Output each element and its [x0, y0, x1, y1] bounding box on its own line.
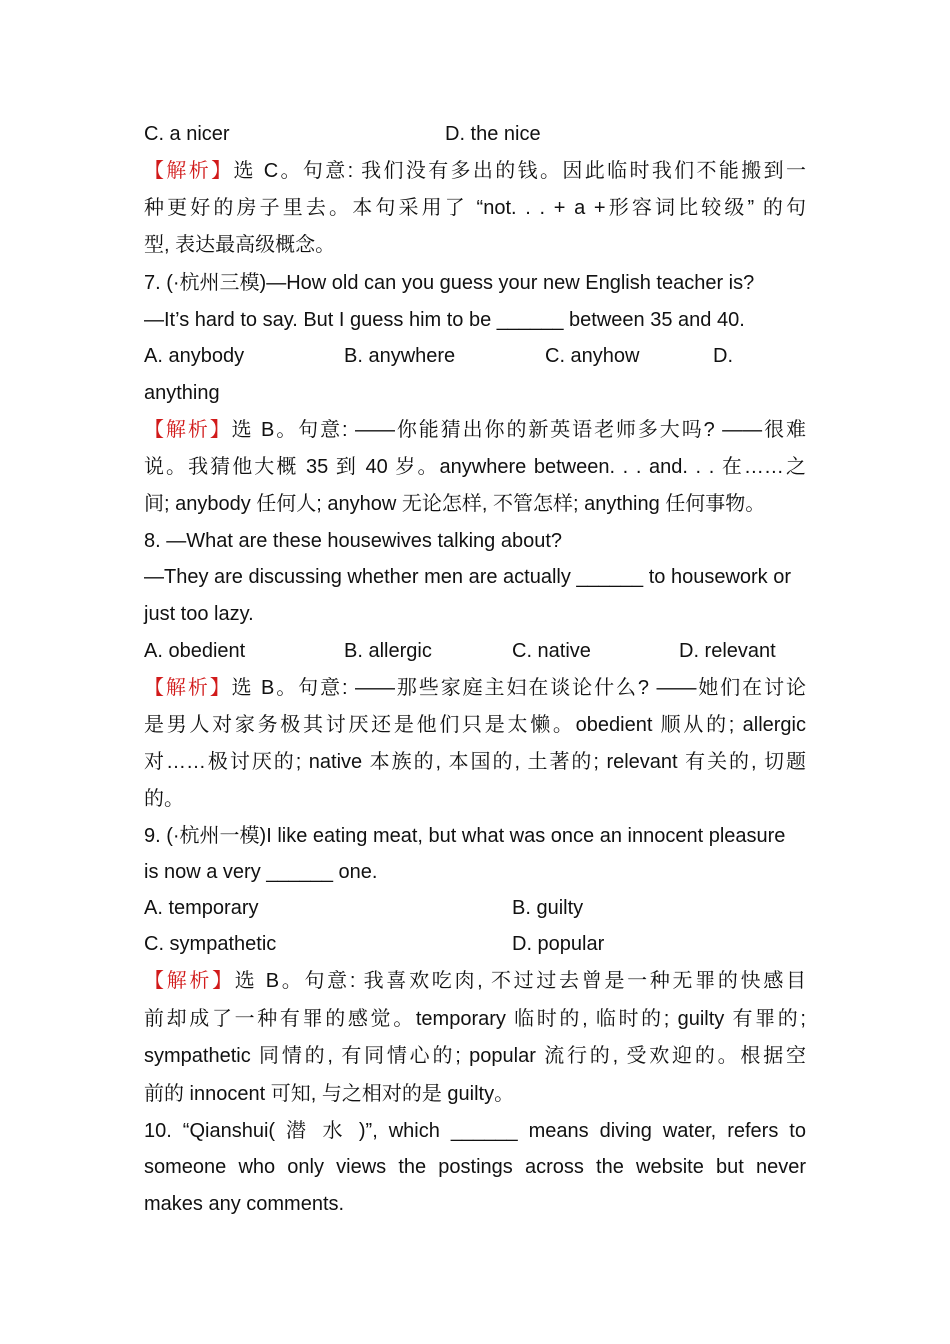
- q8-stem-line-1: 8. —What are these housewives talking about?: [144, 530, 563, 552]
- q7-option-c: C. anyhow: [545, 345, 640, 367]
- q6-option-d: D. the nice: [445, 123, 541, 145]
- q7-options: [144, 341, 806, 371]
- q9-options-row-1: [144, 893, 806, 923]
- q7-option-a: A. anybody: [144, 345, 245, 367]
- q7-stem-line-1: 7. (·杭州三模)—How old can you guess your new English teacher is?: [144, 272, 755, 294]
- q9-analysis-line-4: 前的 innocent 可知, 与之相对的是 guilty。: [144, 1083, 515, 1105]
- q8-option-c: C. native: [512, 640, 591, 662]
- q7-analysis-line-3: 间; anybody 任何人; anyhow 无论怎样, 不管怎样; anything 任何事物。: [144, 493, 766, 515]
- q9-option-d: D. popular: [512, 933, 605, 955]
- analysis-tag: 【解析】: [144, 160, 234, 182]
- q8-analysis-line-3: 对……极讨厌的; native 本族的, 本国的, 土著的; relevant 有关的, 切题: [144, 751, 806, 773]
- q7-option-d-wrap: anything: [144, 382, 220, 404]
- q6-analysis-line-2: 种更好的房子里去。本句采用了 “not. . . + a +形容词比较级” 的句: [144, 197, 806, 219]
- q9-analysis-line-1: 【解析】选 B。句意: 我喜欢吃肉, 不过过去曾是一种无罪的快感目: [144, 970, 807, 992]
- q8-option-d: D. relevant: [679, 640, 776, 662]
- q10-stem-line-1: 10. “Qianshui( 潜 水 )”, which ______ means diving water, refers to: [144, 1120, 806, 1142]
- q9-stem-line-1: 9. (·杭州一模)I like eating meat, but what was once an innocent pleasure: [144, 825, 786, 847]
- q6-analysis-line-3: 型, 表达最高级概念。: [144, 234, 336, 256]
- q8-options: [144, 636, 806, 666]
- q7-analysis-line-1: 【解析】选 B。句意: ——你能猜出你的新英语老师多大吗? ——很难: [144, 419, 806, 441]
- q9-options-row-2: [144, 929, 806, 959]
- analysis-tag: 【解析】: [144, 677, 232, 699]
- analysis-tag: 【解析】: [144, 970, 235, 992]
- q10-stem-line-3: makes any comments.: [144, 1193, 345, 1215]
- q7-option-d: D.: [713, 345, 733, 367]
- q7-option-b: B. anywhere: [344, 345, 456, 367]
- q8-stem-line-3: just too lazy.: [144, 603, 254, 625]
- q7-analysis-line-2: 说。我猜他大概 35 到 40 岁。anywhere between. . . and. . . 在……之: [144, 456, 806, 478]
- q9-stem-line-2: is now a very ______ one.: [144, 861, 378, 883]
- q8-analysis-line-4: 的。: [144, 788, 184, 810]
- q10-stem-line-2: someone who only views the postings across the website but never: [144, 1156, 806, 1178]
- q9-option-a: A. temporary: [144, 897, 259, 919]
- q8-option-a: A. obedient: [144, 640, 246, 662]
- q6-option-c: C. a nicer: [144, 123, 230, 145]
- q8-stem-line-2: —They are discussing whether men are actually ______ to housework or: [144, 566, 792, 588]
- q8-option-b: B. allergic: [344, 640, 432, 662]
- q8-analysis-line-2: 是男人对家务极其讨厌还是他们只是太懒。obedient 顺从的; allergic: [144, 714, 806, 736]
- q6-options: [144, 119, 806, 149]
- q9-analysis-line-2: 前却成了一种有罪的感觉。temporary 临时的, 临时的; guilty 有罪的;: [144, 1008, 806, 1030]
- q6-analysis-line-1: 【解析】选 C。句意: 我们没有多出的钱。因此临时我们不能搬到一: [144, 160, 806, 182]
- q8-analysis-line-1: 【解析】选 B。句意: ——那些家庭主妇在谈论什么? ——她们在讨论: [144, 677, 806, 699]
- analysis-tag: 【解析】: [144, 419, 232, 441]
- q9-option-b: B. guilty: [512, 897, 584, 919]
- q9-analysis-line-3: sympathetic 同情的, 有同情心的; popular 流行的, 受欢迎的。根据空: [144, 1045, 806, 1067]
- q7-stem-line-2: —It’s hard to say. But I guess him to be ______ between 35 and 40.: [144, 309, 745, 331]
- q9-option-c: C. sympathetic: [144, 933, 277, 955]
